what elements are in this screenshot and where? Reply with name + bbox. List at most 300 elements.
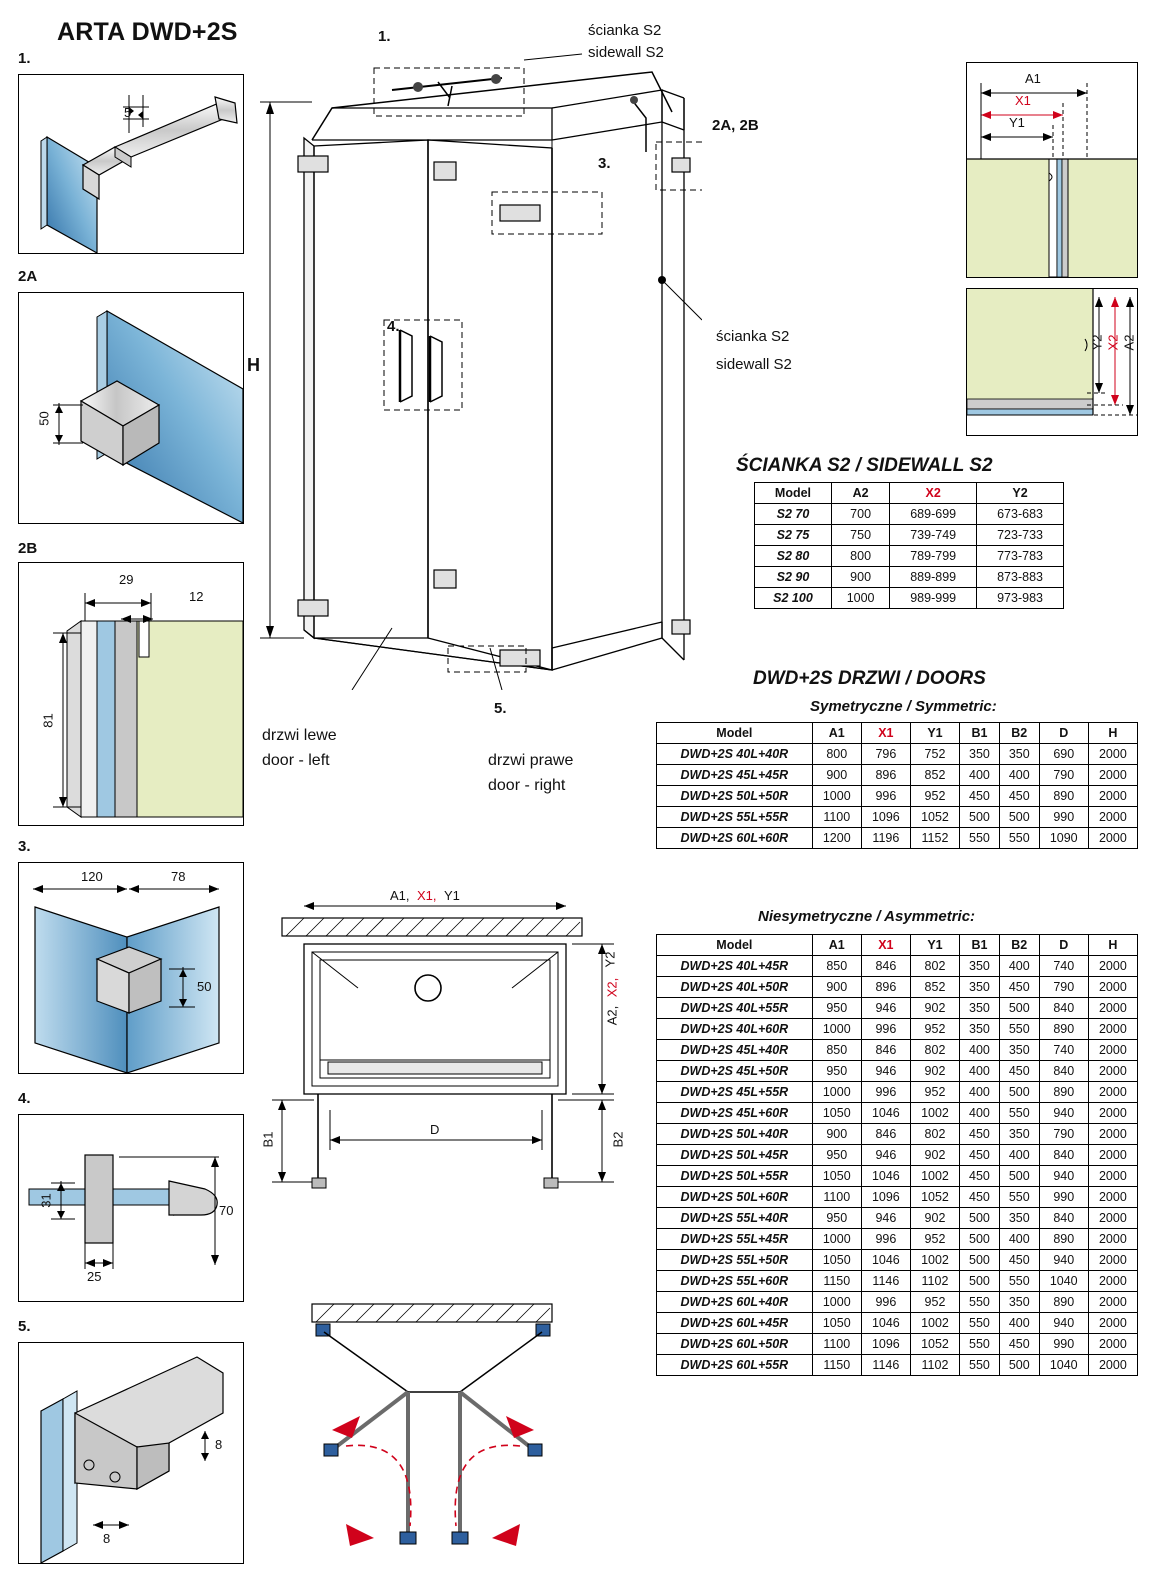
- cell-model: DWD+2S 50L+60R: [657, 1187, 813, 1208]
- cell-x1: 846: [861, 1124, 910, 1145]
- cell-h: 2000: [1088, 744, 1137, 765]
- callout-5-label: 5.: [494, 700, 507, 717]
- cell-a1: 1000: [812, 1292, 861, 1313]
- table-row: [657, 1271, 1138, 1292]
- table-row: [657, 1145, 1138, 1166]
- detail-2b-dim-12: 12: [189, 589, 204, 604]
- cell-a1: 850: [812, 956, 861, 977]
- cell-a1: 950: [812, 998, 861, 1019]
- cell-model: S2 80: [755, 546, 832, 567]
- cell-b1: 400: [960, 1103, 1000, 1124]
- cell-y1: 802: [910, 1124, 959, 1145]
- detail-1-number: 1.: [18, 50, 31, 67]
- cell-x1: 1096: [861, 1187, 910, 1208]
- sidewall-table: [754, 482, 1064, 609]
- cell-model: DWD+2S 60L+45R: [657, 1313, 813, 1334]
- corner-detail-side: [966, 288, 1138, 436]
- table-row: [657, 977, 1138, 998]
- cell-b1: 550: [960, 1313, 1000, 1334]
- cell-h: 2000: [1088, 1040, 1137, 1061]
- page-title: ARTA DWD+2S: [57, 18, 238, 46]
- cell-x1: 946: [861, 1061, 910, 1082]
- cell-y2: 973-983: [977, 588, 1064, 609]
- cell-d: 790: [1039, 977, 1088, 998]
- cell-a1: 1050: [812, 1250, 861, 1271]
- cell-y2: 773-783: [977, 546, 1064, 567]
- cell-b1: 350: [960, 956, 1000, 977]
- detail-2a-panel: [18, 292, 244, 524]
- cell-d: 840: [1039, 998, 1088, 1019]
- cell-a1: 1000: [812, 786, 861, 807]
- cell-d: 940: [1039, 1250, 1088, 1271]
- cell-b2: 550: [999, 1271, 1039, 1292]
- detail-3-dim-78: 78: [171, 869, 186, 884]
- callout-3-label: 3.: [598, 155, 611, 172]
- table-row: [755, 546, 1064, 567]
- cell-x1: 996: [861, 1292, 910, 1313]
- detail-4-dim-25: 25: [87, 1269, 102, 1284]
- door-right-label-pl: drzwi prawe: [488, 752, 574, 769]
- cell-b2: 550: [999, 828, 1039, 849]
- table-row: [657, 786, 1138, 807]
- cell-y1: 1102: [910, 1271, 959, 1292]
- doors-symmetric-header-row: [657, 723, 1138, 744]
- cell-b1: 550: [960, 1334, 1000, 1355]
- cell-a1: 900: [812, 977, 861, 998]
- cell-y2: 873-883: [977, 567, 1064, 588]
- cell-b2: 550: [999, 1019, 1039, 1040]
- cell-model: S2 70: [755, 504, 832, 525]
- detail-3-number: 3.: [18, 838, 31, 855]
- door-left-label-en: door - left: [262, 752, 330, 769]
- cell-model: DWD+2S 60L+60R: [657, 828, 813, 849]
- cell-d: 940: [1039, 1166, 1088, 1187]
- cell-h: 2000: [1088, 1061, 1137, 1082]
- cell-h: 2000: [1088, 998, 1137, 1019]
- doors-asymmetric-header-row: [657, 935, 1138, 956]
- detail-2a-dim-50: 50: [36, 411, 52, 426]
- sidewall-table-header-row: [755, 483, 1064, 504]
- cell-y1: 1002: [910, 1250, 959, 1271]
- table-row: [657, 1040, 1138, 1061]
- cell-d: 690: [1039, 744, 1088, 765]
- cell-x1: 1046: [861, 1166, 910, 1187]
- cell-model: DWD+2S 40L+40R: [657, 744, 813, 765]
- cell-b1: 450: [960, 1187, 1000, 1208]
- table-row: [657, 956, 1138, 977]
- cell-b1: 500: [960, 807, 1000, 828]
- detail-4-dim-70: 70: [219, 1203, 234, 1218]
- cell-d: 740: [1039, 1040, 1088, 1061]
- cell-x1: 996: [861, 1229, 910, 1250]
- cell-x1: 1046: [861, 1250, 910, 1271]
- col-header-model: Model: [755, 483, 832, 504]
- col-header-a2: A2: [831, 483, 889, 504]
- cell-d: 890: [1039, 1082, 1088, 1103]
- cell-h: 2000: [1088, 1355, 1137, 1376]
- main-assembly-drawing: [252, 30, 702, 690]
- cell-a2: 750: [831, 525, 889, 546]
- cell-x1: 1196: [861, 828, 910, 849]
- cell-a1: 900: [812, 765, 861, 786]
- plan-top-dim-y1: Y1: [444, 888, 460, 903]
- cell-b2: 400: [999, 1313, 1039, 1334]
- cell-a1: 1050: [812, 1313, 861, 1334]
- detail-4-panel: [18, 1114, 244, 1302]
- cell-h: 2000: [1088, 765, 1137, 786]
- cell-b1: 550: [960, 828, 1000, 849]
- cell-y1: 952: [910, 1229, 959, 1250]
- cell-d: 840: [1039, 1145, 1088, 1166]
- detail-1-panel: [18, 74, 244, 254]
- cell-model: S2 90: [755, 567, 832, 588]
- cell-b2: 400: [999, 956, 1039, 977]
- detail-4-dim-31: 31: [38, 1193, 54, 1208]
- cell-x1: 896: [861, 977, 910, 998]
- col-header-b1: B1: [960, 935, 1000, 956]
- plan-top-dim-x1: X1,: [417, 888, 437, 903]
- doors-symmetric-table: [656, 722, 1138, 849]
- cell-b1: 550: [960, 1355, 1000, 1376]
- cell-b2: 350: [999, 1040, 1039, 1061]
- detail-5-panel: [18, 1342, 244, 1564]
- cell-model: DWD+2S 40L+45R: [657, 956, 813, 977]
- cell-b2: 450: [999, 977, 1039, 998]
- cell-model: S2 100: [755, 588, 832, 609]
- col-header-a1: A1: [812, 723, 861, 744]
- cell-b1: 500: [960, 1271, 1000, 1292]
- table-row: [657, 1208, 1138, 1229]
- table-row: [657, 1082, 1138, 1103]
- plan-right-dim-x2: X2,: [604, 977, 620, 998]
- cell-h: 2000: [1088, 828, 1137, 849]
- cell-b2: 450: [999, 1250, 1039, 1271]
- cell-h: 2000: [1088, 1271, 1137, 1292]
- cell-x1: 1146: [861, 1355, 910, 1376]
- cell-a2: 1000: [831, 588, 889, 609]
- asymmetric-subtitle: Niesymetryczne / Asymmetric:: [758, 908, 976, 925]
- cell-a1: 1100: [812, 807, 861, 828]
- cell-b2: 350: [999, 744, 1039, 765]
- detail-5-dim-8a: 8: [215, 1437, 223, 1452]
- cell-a1: 1000: [812, 1229, 861, 1250]
- callout-4-label: 4.: [387, 318, 400, 335]
- table-row: [657, 1313, 1138, 1334]
- table-row: [657, 1292, 1138, 1313]
- cell-d: 1040: [1039, 1271, 1088, 1292]
- cell-y1: 1052: [910, 1187, 959, 1208]
- cell-y1: 902: [910, 1061, 959, 1082]
- cell-model: DWD+2S 60L+55R: [657, 1355, 813, 1376]
- cell-b1: 450: [960, 1124, 1000, 1145]
- corner-side-a2-label: A2: [1121, 334, 1137, 351]
- table-row: [755, 567, 1064, 588]
- table-row: [657, 1124, 1138, 1145]
- cell-d: 990: [1039, 1334, 1088, 1355]
- cell-x1: 996: [861, 1019, 910, 1040]
- cell-d: 990: [1039, 1187, 1088, 1208]
- cell-a1: 950: [812, 1208, 861, 1229]
- cell-b2: 350: [999, 1292, 1039, 1313]
- cell-b2: 500: [999, 807, 1039, 828]
- cell-h: 2000: [1088, 1229, 1137, 1250]
- cell-model: DWD+2S 45L+40R: [657, 1040, 813, 1061]
- corner-top-y1-label: Y1: [1009, 115, 1025, 130]
- table-row: [755, 504, 1064, 525]
- cell-x1: 946: [861, 1145, 910, 1166]
- detail-5-dim-8b: 8: [103, 1531, 111, 1546]
- cell-y1: 1102: [910, 1355, 959, 1376]
- cell-h: 2000: [1088, 807, 1137, 828]
- detail-5-number: 5.: [18, 1318, 31, 1335]
- cell-model: S2 75: [755, 525, 832, 546]
- cell-y1: 852: [910, 977, 959, 998]
- corner-detail-top: [966, 62, 1138, 278]
- sidewall-top-label-pl: ścianka S2: [588, 22, 662, 39]
- cell-x1: 996: [861, 786, 910, 807]
- cell-h: 2000: [1088, 1145, 1137, 1166]
- cell-b1: 400: [960, 1040, 1000, 1061]
- cell-x1: 896: [861, 765, 910, 786]
- cell-model: DWD+2S 45L+50R: [657, 1061, 813, 1082]
- cell-h: 2000: [1088, 1187, 1137, 1208]
- sidewall-top-label-en: sidewall S2: [588, 44, 664, 61]
- callout-2a-2b-label: 2A, 2B: [712, 117, 759, 134]
- cell-h: 2000: [1088, 1250, 1137, 1271]
- cell-y1: 1002: [910, 1166, 959, 1187]
- cell-h: 2000: [1088, 1082, 1137, 1103]
- cell-a1: 1050: [812, 1166, 861, 1187]
- cell-y1: 902: [910, 998, 959, 1019]
- cell-d: 890: [1039, 1019, 1088, 1040]
- cell-d: 890: [1039, 786, 1088, 807]
- cell-x1: 1046: [861, 1313, 910, 1334]
- cell-x1: 846: [861, 1040, 910, 1061]
- detail-2b-dim-81: 81: [40, 713, 56, 728]
- cell-y1: 1002: [910, 1103, 959, 1124]
- cell-x1: 846: [861, 956, 910, 977]
- cell-b1: 400: [960, 765, 1000, 786]
- cell-d: 990: [1039, 807, 1088, 828]
- cell-b1: 350: [960, 744, 1000, 765]
- cell-b1: 450: [960, 786, 1000, 807]
- cell-b2: 350: [999, 1208, 1039, 1229]
- cell-b2: 400: [999, 1229, 1039, 1250]
- cell-y2: 723-733: [977, 525, 1064, 546]
- cell-model: DWD+2S 55L+40R: [657, 1208, 813, 1229]
- cell-model: DWD+2S 60L+50R: [657, 1334, 813, 1355]
- plan-dim-b2: B2: [610, 1131, 626, 1148]
- table-row: [657, 1250, 1138, 1271]
- cell-y1: 1052: [910, 1334, 959, 1355]
- table-row: [657, 1229, 1138, 1250]
- cell-model: DWD+2S 55L+55R: [657, 807, 813, 828]
- cell-h: 2000: [1088, 786, 1137, 807]
- cell-y1: 852: [910, 765, 959, 786]
- table-row: [755, 588, 1064, 609]
- detail-3-dim-120: 120: [81, 869, 103, 884]
- cell-b2: 500: [999, 1166, 1039, 1187]
- cell-b1: 350: [960, 998, 1000, 1019]
- height-dimension-label: H: [247, 355, 260, 375]
- table-row: [657, 1166, 1138, 1187]
- cell-model: DWD+2S 50L+45R: [657, 1145, 813, 1166]
- cell-b1: 400: [960, 1061, 1000, 1082]
- cell-a1: 850: [812, 1040, 861, 1061]
- cell-model: DWD+2S 45L+45R: [657, 765, 813, 786]
- cell-y1: 952: [910, 1019, 959, 1040]
- cell-b2: 350: [999, 1124, 1039, 1145]
- table-row: [657, 1061, 1138, 1082]
- cell-a2: 800: [831, 546, 889, 567]
- cell-y1: 752: [910, 744, 959, 765]
- col-header-d: D: [1039, 935, 1088, 956]
- sidewall-right-label-pl: ścianka S2: [716, 328, 790, 345]
- cell-model: DWD+2S 60L+40R: [657, 1292, 813, 1313]
- table-row: [657, 744, 1138, 765]
- door-swing-diagram: [290, 1296, 590, 1576]
- detail-2b-panel: [18, 562, 244, 826]
- col-header-h: H: [1088, 935, 1137, 956]
- cell-d: 1090: [1039, 828, 1088, 849]
- cell-y1: 1052: [910, 807, 959, 828]
- cell-h: 2000: [1088, 1124, 1137, 1145]
- cell-x1: 996: [861, 1082, 910, 1103]
- cell-b2: 500: [999, 1355, 1039, 1376]
- door-left-label-pl: drzwi lewe: [262, 727, 337, 744]
- cell-x1: 1046: [861, 1103, 910, 1124]
- cell-h: 2000: [1088, 1166, 1137, 1187]
- col-header-h: H: [1088, 723, 1137, 744]
- cell-a1: 950: [812, 1145, 861, 1166]
- col-header-model: Model: [657, 723, 813, 744]
- detail-3-dim-50: 50: [197, 979, 212, 994]
- cell-x1: 1096: [861, 807, 910, 828]
- cell-b1: 500: [960, 1250, 1000, 1271]
- detail-2b-number: 2B: [18, 540, 38, 557]
- cell-model: DWD+2S 50L+40R: [657, 1124, 813, 1145]
- col-header-b2: B2: [999, 935, 1039, 956]
- col-header-x1: X1: [861, 935, 910, 956]
- col-header-y1: Y1: [910, 935, 959, 956]
- cell-y1: 802: [910, 956, 959, 977]
- cell-b1: 350: [960, 1019, 1000, 1040]
- cell-h: 2000: [1088, 1103, 1137, 1124]
- cell-x1: 946: [861, 998, 910, 1019]
- cell-b1: 500: [960, 1229, 1000, 1250]
- cell-a2: 900: [831, 567, 889, 588]
- cell-x2: 989-999: [890, 588, 977, 609]
- cell-y1: 952: [910, 1292, 959, 1313]
- cell-d: 1040: [1039, 1355, 1088, 1376]
- cell-b2: 500: [999, 1082, 1039, 1103]
- table-row: [755, 525, 1064, 546]
- cell-y1: 1152: [910, 828, 959, 849]
- corner-side-y2-label: Y2: [1089, 334, 1105, 351]
- doors-asymmetric-table: [656, 934, 1138, 1376]
- cell-b1: 550: [960, 1292, 1000, 1313]
- col-header-x2: X2: [890, 483, 977, 504]
- cell-y1: 802: [910, 1040, 959, 1061]
- cell-b2: 500: [999, 998, 1039, 1019]
- cell-a1: 1000: [812, 1082, 861, 1103]
- plan-top-dim-a1: A1,: [390, 888, 410, 903]
- cell-b2: 450: [999, 1061, 1039, 1082]
- col-header-b1: B1: [960, 723, 1000, 744]
- cell-a1: 1150: [812, 1271, 861, 1292]
- detail-4-number: 4.: [18, 1090, 31, 1107]
- cell-b2: 450: [999, 1334, 1039, 1355]
- cell-d: 840: [1039, 1208, 1088, 1229]
- cell-y1: 1002: [910, 1313, 959, 1334]
- cell-y1: 902: [910, 1208, 959, 1229]
- cell-b1: 400: [960, 1082, 1000, 1103]
- col-header-d: D: [1039, 723, 1088, 744]
- table-row: [657, 1019, 1138, 1040]
- cell-h: 2000: [1088, 1019, 1137, 1040]
- symmetric-subtitle: Symetryczne / Symmetric:: [810, 698, 997, 715]
- cell-y1: 952: [910, 1082, 959, 1103]
- cell-b1: 450: [960, 1166, 1000, 1187]
- cell-model: DWD+2S 55L+50R: [657, 1250, 813, 1271]
- cell-model: DWD+2S 45L+60R: [657, 1103, 813, 1124]
- plan-dim-b1: B1: [260, 1131, 276, 1148]
- doors-table-title: DWD+2S DRZWI / DOORS: [753, 668, 986, 689]
- cell-y2: 673-683: [977, 504, 1064, 525]
- cell-d: 790: [1039, 1124, 1088, 1145]
- cell-d: 740: [1039, 956, 1088, 977]
- sidewall-table-title: ŚCIANKA S2 / SIDEWALL S2: [736, 455, 993, 476]
- cell-model: DWD+2S 55L+45R: [657, 1229, 813, 1250]
- col-header-y1: Y1: [910, 723, 959, 744]
- cell-b1: 350: [960, 977, 1000, 998]
- cell-b2: 550: [999, 1103, 1039, 1124]
- plan-view-drawing: [260, 888, 642, 1230]
- cell-x2: 789-799: [890, 546, 977, 567]
- detail-2b-dim-29: 29: [119, 572, 134, 587]
- col-header-a1: A1: [812, 935, 861, 956]
- cell-b2: 400: [999, 765, 1039, 786]
- table-row: [657, 1187, 1138, 1208]
- cell-h: 2000: [1088, 1334, 1137, 1355]
- cell-y1: 902: [910, 1145, 959, 1166]
- cell-model: DWD+2S 55L+60R: [657, 1271, 813, 1292]
- cell-h: 2000: [1088, 956, 1137, 977]
- cell-d: 890: [1039, 1292, 1088, 1313]
- cell-d: 840: [1039, 1061, 1088, 1082]
- table-row: [657, 1103, 1138, 1124]
- cell-a1: 1000: [812, 1019, 861, 1040]
- door-right-label-en: door - right: [488, 777, 566, 794]
- table-row: [657, 998, 1138, 1019]
- plan-right-dim-a2: A2,: [604, 1005, 620, 1026]
- table-row: [657, 1355, 1138, 1376]
- cell-model: DWD+2S 45L+55R: [657, 1082, 813, 1103]
- cell-a1: 1200: [812, 828, 861, 849]
- corner-top-x1-label: X1: [1015, 93, 1031, 108]
- cell-h: 2000: [1088, 1208, 1137, 1229]
- cell-model: DWD+2S 40L+55R: [657, 998, 813, 1019]
- cell-x2: 739-749: [890, 525, 977, 546]
- cell-h: 2000: [1088, 977, 1137, 998]
- cell-d: 790: [1039, 765, 1088, 786]
- detail-2a-number: 2A: [18, 268, 38, 285]
- cell-a1: 900: [812, 1124, 861, 1145]
- table-row: [657, 828, 1138, 849]
- detail-1-dim-5: 5: [124, 105, 132, 120]
- plan-dim-d: D: [430, 1122, 440, 1137]
- table-row: [657, 807, 1138, 828]
